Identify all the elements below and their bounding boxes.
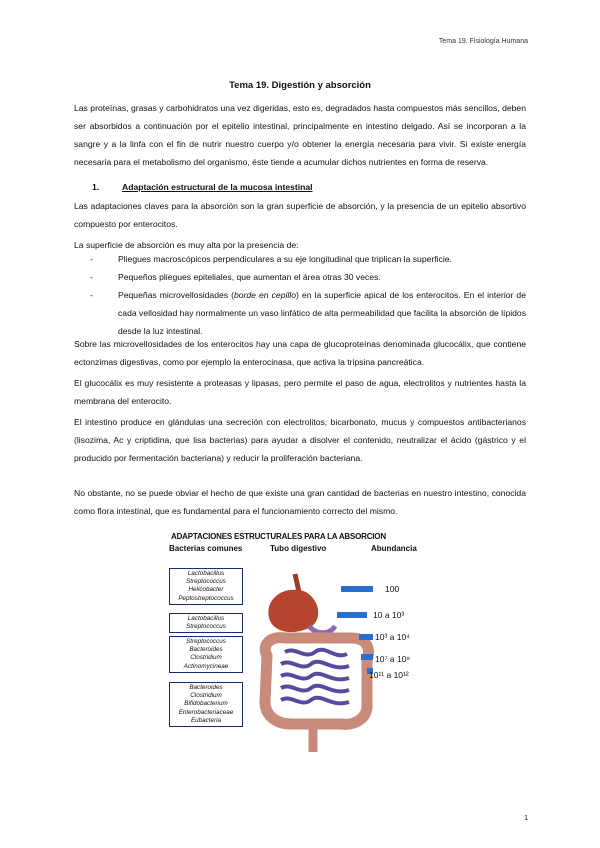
figure-flora	[163, 530, 435, 768]
surface-list	[90, 250, 526, 340]
bacteria-name: Streptococcus	[186, 578, 226, 586]
duodenum	[309, 626, 335, 633]
section-heading	[92, 182, 313, 192]
bacteria-name: Streptococcus	[186, 623, 226, 631]
abundance-duodenum: 10 a 10³	[373, 610, 405, 620]
arrow-duodenum	[337, 612, 367, 618]
bacteria-name: Enterobacteriaceae	[178, 708, 234, 716]
surface-paragraph: La superficie de absorción es muy alta por la presencia de:	[74, 240, 299, 250]
adaptations-paragraph: Las adaptaciones claves para la absorción son la gran superficie de absorción, y la presencia de un epitelio absortivo compuesto por enterocitos.	[74, 201, 526, 229]
esophagus	[295, 574, 299, 592]
list-item	[90, 250, 526, 268]
abundance-stomach: 100	[385, 584, 400, 594]
list-item-text: Pequeños pliegues epiteliales, que aumentan el área otras 30 veces.	[118, 272, 381, 282]
column-header-tract: Tubo digestivo	[270, 544, 327, 553]
emphasis-brush-border: borde en cepillo	[233, 290, 297, 300]
page-number: 1	[524, 815, 528, 822]
bacteria-name: Streptococcus	[186, 638, 226, 645]
abundance-ileum: 10⁷ a 10⁹	[375, 654, 411, 664]
glands-paragraph: El intestino produce en glándulas una secreción con electrolitos, bicarbonato, mucus y compuestos antibacterianos (lisozima, Ac y criptidina, que lisa bacterias) para ayudar a disolver el contenido, neutralizar el ácido (gástrico y el producido por fermentación bacteriana) y reducir la proliferación bacteriana.	[74, 417, 526, 463]
column-header-bacteria: Bacterias comunes	[169, 544, 243, 553]
bacteria-name: Lactobacillus	[187, 570, 225, 577]
arrow-ileum	[361, 654, 373, 660]
section-number: 1.	[92, 182, 100, 192]
bullet-dash: -	[90, 254, 93, 264]
list-item-text: Pequeñas microvellosidades (borde en cepillo) en la superficie apical de los enterocitos. En el interior de cada vellosidad hay normalmente un vaso linfático de alta permeabilidad que facilita la absorción de lípidos desde la luz intestinal.	[118, 290, 526, 336]
bacteria-name: Clostridium	[190, 654, 222, 662]
list-item	[90, 286, 526, 340]
bullet-dash: -	[90, 272, 93, 282]
abundance-jejunum: 10³ a 10⁴	[375, 632, 410, 642]
bacteria-name: Bacteroides	[189, 684, 223, 691]
arrow-jejunum	[359, 634, 373, 640]
figure-title: ADAPTACIONES ESTRUCTURALES PARA LA ABSORCION	[171, 532, 386, 541]
bacteria-name: Peptostreptococcus	[178, 594, 234, 602]
bacteria-name: Eubacteria	[190, 716, 222, 724]
abundance-colon: 10¹¹ a 10¹²	[369, 670, 409, 680]
flora-paragraph: No obstante, no se puede obviar el hecho de que existe una gran cantidad de bacterias en nuestro intestino, conocida como flora intestinal, que es fundamental para el funcionamiento correcto del mismo.	[74, 488, 526, 516]
column-header-abundance: Abundancia	[371, 544, 417, 553]
bacteria-name: Helicobacter	[188, 586, 224, 594]
list-item	[90, 268, 526, 286]
intro-paragraph: Las proteínas, grasas y carbohidratos una vez digeridas, esto es, degradados hasta compuestos más sencillos, deben ser absorbidos a continuación por el epitelio intestinal, principalmente en intestino delgado. Así se incorporan a la sangre y a la linfa con el fin de nutrir nuestro cuerpo y/o obtener la energía necesaria para vivir. Si existe energía necesaria para el metabolismo del organismo, éste tiende a acumular dichos nutrientes en forma de reserva.	[74, 103, 526, 167]
arrow-stomach	[341, 586, 373, 592]
running-header: Tema 19. Fisiología Humana	[438, 38, 528, 45]
page-title: Tema 19. Digestión y absorción	[229, 80, 371, 91]
bullet-dash: -	[90, 290, 93, 300]
bacteria-box-colon	[169, 682, 243, 727]
section-title: Adaptación estructural de la mucosa intestinal	[122, 182, 313, 192]
glycocalyx-paragraph: Sobre las microvellosidades de los enterocitos hay una capa de glucoproteínas denominada glucocálix, que contiene ectonzimas digestivas, como por ejemplo la enterocinasa, que activa la tripsina pancreática.	[74, 339, 526, 367]
bacteria-name: Lactobacillus	[187, 615, 225, 622]
bacteria-name: Actinomycineae	[183, 662, 229, 670]
bacteria-box-stomach	[169, 568, 243, 605]
list-item-text: Pliegues macroscópicos perpendiculares a su eje longitudinal que triplican la superficie.	[118, 254, 452, 264]
bacteria-name: Bifidobacterium	[184, 700, 228, 708]
bacteria-name: Bacteroides	[189, 646, 223, 654]
resistance-paragraph: El glucocálix es muy resistente a proteasas y lipasas, pero permite el paso de agua, electrolitos y nutrientes hasta la membrana del enterocito.	[74, 378, 526, 406]
bacteria-box-ileum	[169, 636, 243, 673]
small-intestine	[281, 650, 349, 704]
bacteria-name: Clostridium	[190, 692, 222, 700]
bacteria-box-duodenum	[169, 613, 243, 633]
